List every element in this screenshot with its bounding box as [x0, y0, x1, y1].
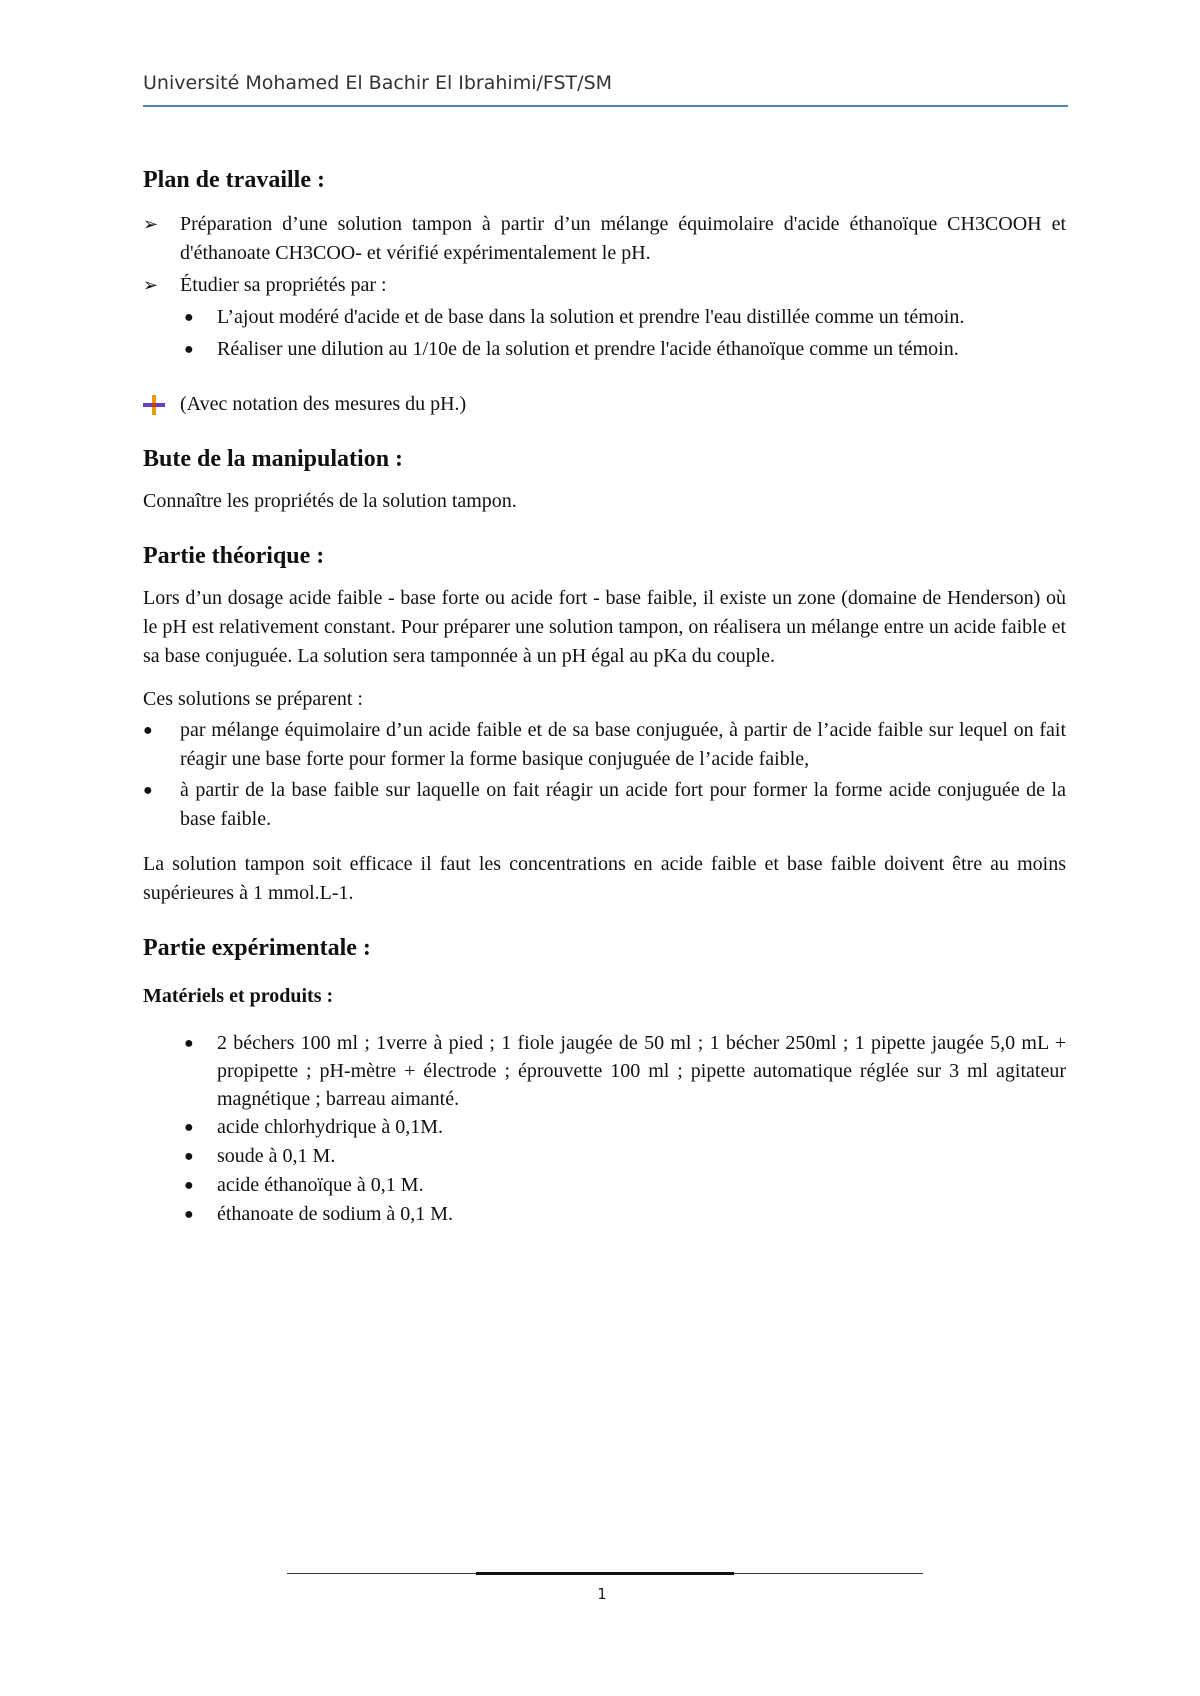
plan-sub-item: [180, 303, 1066, 332]
plan-item: [143, 271, 1066, 300]
experimental-heading: Partie expérimentale :: [143, 935, 371, 961]
material-item: [180, 1171, 1066, 1200]
round-bullet-icon: ●: [184, 1177, 194, 1194]
theory-intro: Ces solutions se préparent :: [143, 688, 363, 710]
round-bullet-icon: ●: [184, 1148, 194, 1165]
plan-note-text: (Avec notation des mesures du pH.): [180, 393, 467, 415]
plan-note: [143, 390, 1066, 419]
material-item-text: acide chlorhydrique à 0,1M.: [217, 1116, 444, 1138]
plan-item-text: Préparation d’une solution tampon à partir d’un mélange équimolaire d'acide éthanoïque CH3COOH et d'éthanoate CH3COO- et vérifié expérimentalement le pH.: [180, 213, 1066, 264]
theory-paragraph: Lors d’un dosage acide faible - base forte ou acide fort - base faible, il existe un zone (domaine de Henderson) où le pH est relativement constant. Pour préparer une solution tampon, on réalisera un mélange entre un acide faible et sa base conjuguée. La solution sera tamponnée à un pH égal au pKa du couple.: [143, 587, 1066, 667]
but-heading: Bute de la manipulation :: [143, 446, 404, 472]
round-bullet-icon: ●: [143, 782, 153, 799]
material-item-text: soude à 0,1 M.: [217, 1145, 336, 1167]
theory-paragraph-2: La solution tampon soit efficace il faut les concentrations en acide faible et base faible doivent être au moins supérieures à 1 mmol.L-1.: [143, 853, 1066, 904]
material-item: [180, 1113, 1066, 1142]
theory-list-item: [143, 716, 1066, 774]
material-item: [180, 1029, 1066, 1113]
material-item-text: éthanoate de sodium à 0,1 M.: [217, 1203, 454, 1225]
round-bullet-icon: ●: [184, 309, 194, 326]
plan-item: [143, 210, 1066, 268]
arrow-bullet-icon: ➢: [143, 214, 159, 234]
plan-heading: Plan de travaille :: [143, 167, 325, 193]
flag-bullet-icon: [143, 393, 180, 417]
page-content: [143, 160, 1066, 1229]
theory-list-item: [143, 776, 1066, 834]
plan-item-text: Étudier sa propriétés par :: [180, 274, 387, 296]
material-item: [180, 1200, 1066, 1229]
plan-sub-item-text: Réaliser une dilution au 1/10e de la solution et prendre l'acide éthanoïque comme un témoin.: [217, 338, 959, 360]
arrow-bullet-icon: ➢: [143, 275, 159, 295]
page-number: 1: [597, 1585, 607, 1603]
material-item-text: 2 béchers 100 ml ; 1verre à pied ; 1 fiole jaugée de 50 ml ; 1 bécher 250ml ; 1 pipette jaugée 5,0 mL + propipette ; pH-mètre + électrode ; éprouvette 100 ml ; pipette automatique réglée sur 3 ml agitateur magnétique ; barreau aimanté.: [217, 1032, 1066, 1110]
page-header: Université Mohamed El Bachir El Ibrahimi/FST/SM: [143, 72, 613, 94]
theory-list-item-text: à partir de la base faible sur laquelle on fait réagir un acide fort pour former la forme acide conjuguée de la base faible.: [180, 779, 1066, 830]
round-bullet-icon: ●: [184, 1035, 194, 1052]
theory-heading: Partie théorique :: [143, 543, 325, 569]
round-bullet-icon: ●: [184, 1206, 194, 1223]
footer-rule-accent: [476, 1572, 734, 1575]
round-bullet-icon: ●: [184, 341, 194, 358]
but-text: Connaître les propriétés de la solution tampon.: [143, 490, 517, 512]
round-bullet-icon: ●: [143, 722, 153, 739]
theory-list-item-text: par mélange équimolaire d’un acide faible et de sa base conjuguée, à partir de l’acide faible sur lequel on fait réagir une base forte pour former la forme basique conjuguée de l’acide faible,: [180, 719, 1066, 770]
plan-sub-item: [180, 335, 1066, 364]
plan-sub-item-text: L’ajout modéré d'acide et de base dans la solution et prendre l'eau distillée comme un témoin.: [217, 306, 965, 328]
material-item-text: acide éthanoïque à 0,1 M.: [217, 1174, 424, 1196]
round-bullet-icon: ●: [184, 1119, 194, 1136]
materials-heading: Matériels et produits :: [143, 985, 334, 1007]
header-rule: [143, 105, 1068, 107]
material-item: [180, 1142, 1066, 1171]
